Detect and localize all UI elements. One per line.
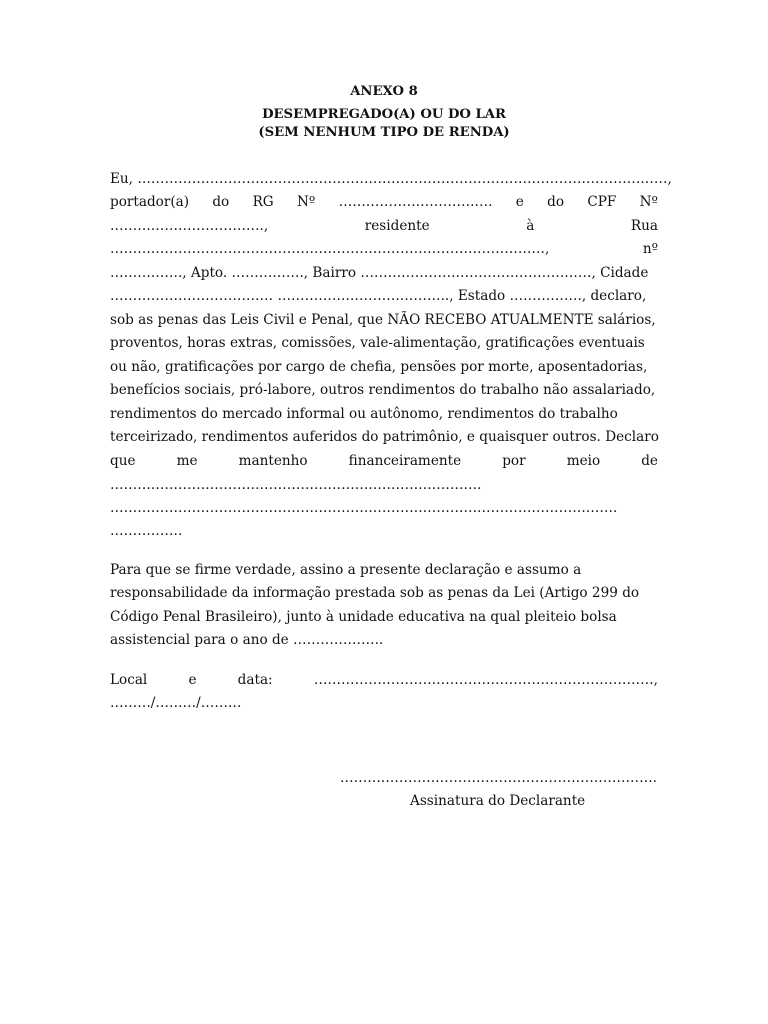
means-blank-1: ……………………………………………………………………….: [110, 477, 482, 493]
word: por: [502, 453, 526, 469]
means-blank-2: ………………………………………………………………………………………………….: [110, 500, 618, 516]
declaration-line-8: proventos, horas extras, comissões, vale-alimentação, gratificações eventuais: [110, 335, 645, 351]
means-blank-3: …………….: [110, 523, 183, 539]
word: CPF: [587, 194, 617, 210]
document-subtitle-1: DESEMPREGADO(A) OU DO LAR: [262, 107, 506, 122]
word: RG: [252, 194, 274, 210]
word: financeiramente: [348, 453, 462, 469]
street-blank: ……………………………………………………………………………………,: [110, 241, 550, 257]
document-title: ANEXO 8: [350, 84, 418, 99]
word: residente: [364, 218, 430, 234]
declaration-line-9: ou não, gratificações por cargo de chefia, pensões por morte, aposentadorias,: [110, 359, 648, 375]
word: Local: [110, 672, 148, 688]
word: meio: [566, 453, 601, 469]
word: e: [515, 194, 524, 210]
word: do: [547, 194, 565, 210]
word: Rua: [630, 218, 658, 234]
word: Nº: [639, 194, 658, 210]
declaration-line-11: rendimentos do mercado informal ou autônomo, rendimentos do trabalho: [110, 406, 618, 422]
affirmation-line-4: assistencial para o ano de ………………..: [110, 632, 384, 648]
declaration-line-2: [110, 194, 658, 210]
word: mantenho: [238, 453, 308, 469]
document-subtitle-2: (SEM NENHUM TIPO DE RENDA): [258, 125, 510, 140]
word: à: [526, 218, 535, 234]
rg-blank: …………………………….: [338, 194, 493, 210]
signature-line: …………………………………………………………….: [340, 770, 657, 786]
word: portador(a): [110, 194, 190, 210]
word: e: [188, 672, 197, 688]
signature-label: Assinatura do Declarante: [410, 793, 586, 809]
affirmation-line-1: Para que se firme verdade, assino a presente declaração e assumo a: [110, 562, 582, 578]
declaration-line-3: [110, 218, 658, 234]
local-blank: …………………………………………………………………,: [313, 672, 658, 688]
declaration-line-10: benefícios sociais, pró-labore, outros rendimentos do trabalho não assalariado,: [110, 382, 656, 398]
word: que: [110, 453, 136, 469]
affirmation-line-3: Código Penal Brasileiro), junto à unidade educativa na qual pleiteio bolsa: [110, 609, 617, 625]
declaration-line-1: Eu, ………………………………………………………………………………………………………,: [110, 171, 672, 187]
declaration-line-12: terceirizado, rendimentos auferidos do patrimônio, e quaisquer outros. Declaro: [110, 429, 659, 445]
word: nº: [642, 241, 658, 257]
word: Nº: [296, 194, 316, 210]
declaration-line-4: [110, 241, 658, 257]
affirmation-line-2: responsabilidade da informação prestada sob as penas da Lei (Artigo 299 do: [110, 585, 640, 601]
word: data:: [237, 672, 273, 688]
declaration-line-5: ……………., Apto. ……………., Bairro ……………………………………………, Cidade: [110, 265, 649, 281]
word: de: [641, 453, 658, 469]
word: do: [212, 194, 230, 210]
declaration-line-13: [110, 453, 658, 469]
cpf-blank: …………………………….,: [110, 218, 269, 234]
date-blank: ………/………/………: [110, 695, 242, 711]
declaration-line-6: ……………………………… ……………………………….., Estado ……………., declaro,: [110, 288, 647, 304]
declaration-line-7: sob as penas das Leis Civil e Penal, que NÃO RECEBO ATUALMENTE salários,: [110, 312, 656, 328]
word: me: [176, 453, 198, 469]
local-date-line: [110, 672, 658, 688]
